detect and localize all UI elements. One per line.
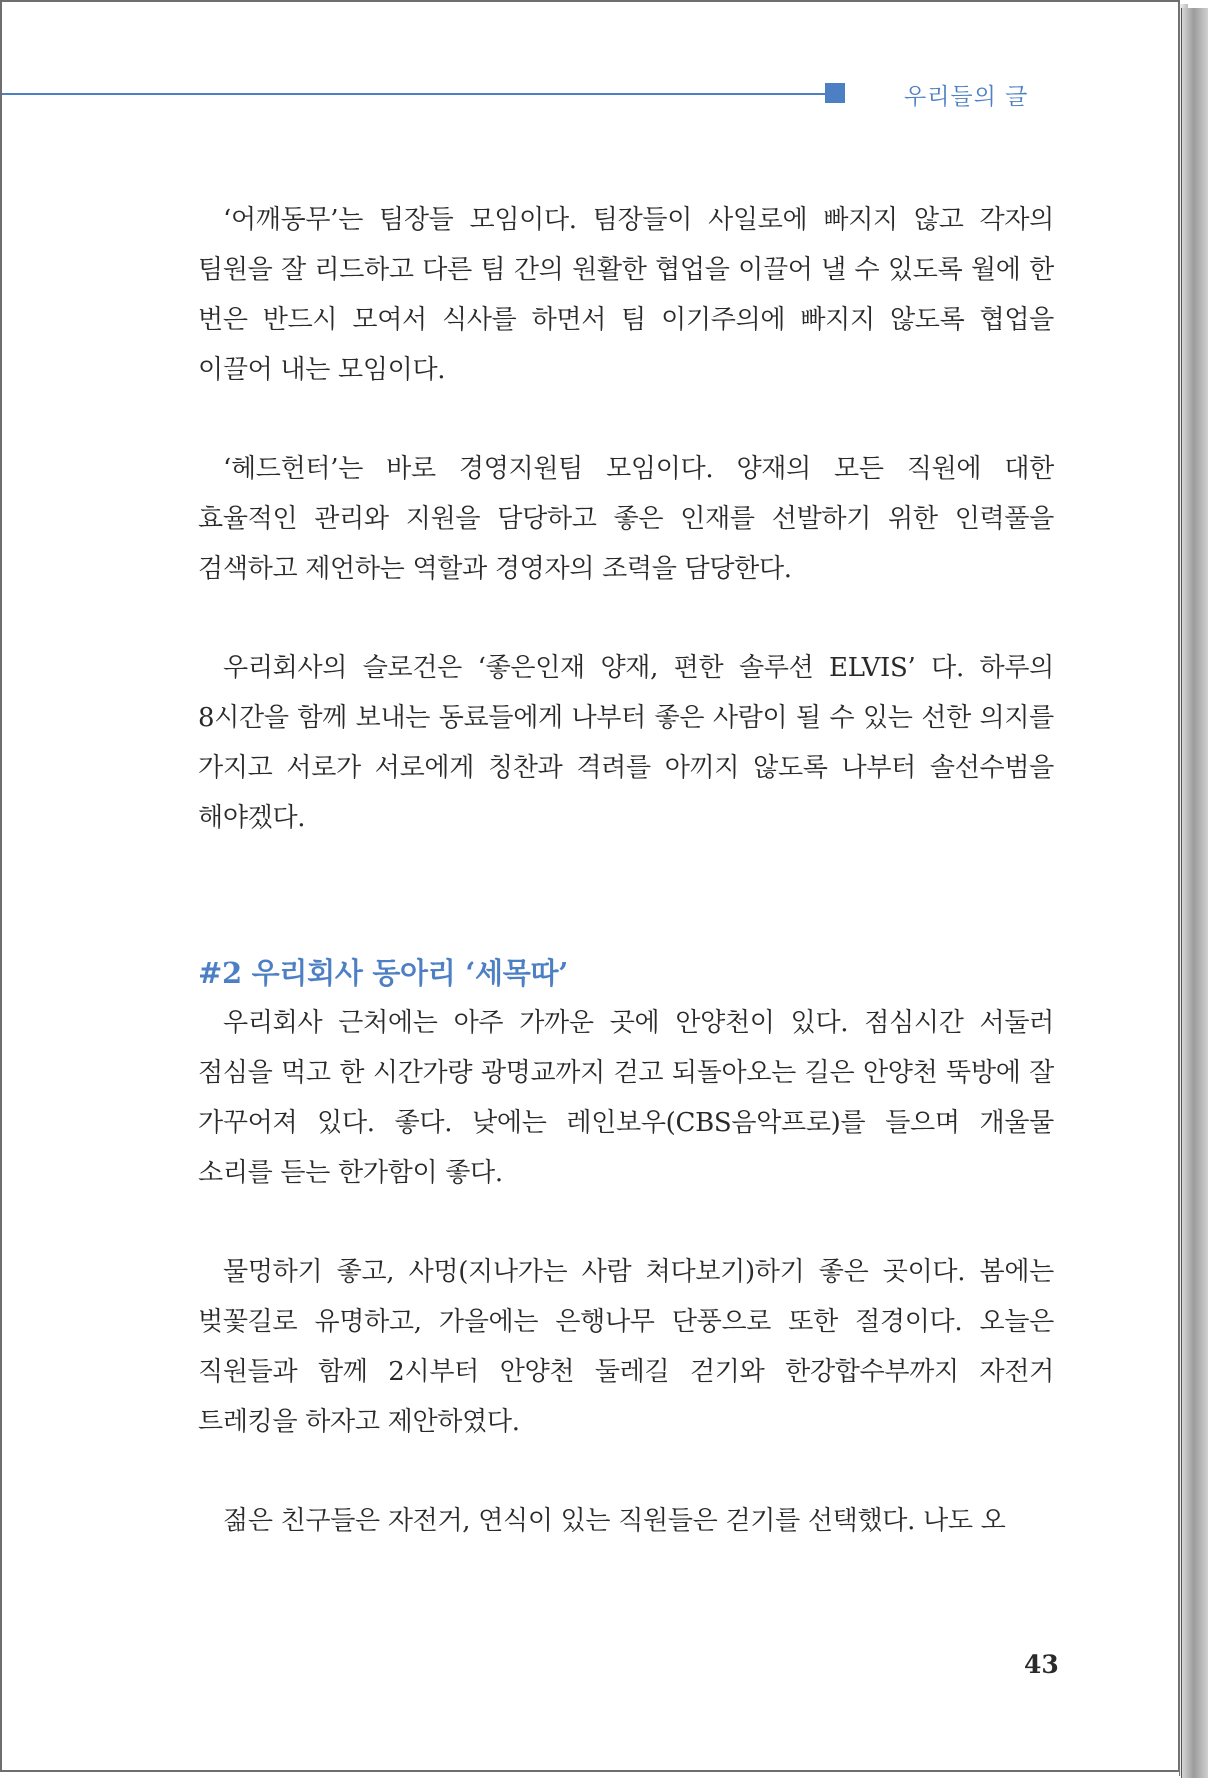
paragraph: 우리회사 근처에는 아주 가까운 곳에 안양천이 있다. 점심시간 서둘러 점심을 먹고 한 시간가량 광명교까지 걷고 되돌아오는 길은 안양천 뚝방에 잘 가꾸어져 있다. 좋다. 낮에는 레인보우(CBS음악프로)를 들으며 개울물 소리를 듣는 한가함이 좋다. [198, 1008, 1054, 1188]
header-rule [2, 93, 832, 95]
header-marker [825, 83, 845, 103]
paragraph: ‘어깨동무’는 팀장들 모임이다. 팀장들이 사일로에 빠지지 않고 각자의 팀원을 잘 리드하고 다른 팀 간의 원활한 협업을 이끌어 낼 수 있도록 월에 한 번은 반드시 모여서 식사를 하면서 팀 이기주의에 빠지지 않도록 협업을 이끌어 내는 모임이다. [198, 205, 1054, 385]
paragraph: ‘헤드헌터’는 바로 경영지원팀 모임이다. 양재의 모든 직원에 대한 효율적인 관리와 지원을 담당하고 좋은 인재를 선발하기 위한 인력풀을 검색하고 제언하는 역할과 경영자의 조력을 담당한다. [198, 454, 1054, 584]
paragraph: 우리회사의 슬로건은 ‘좋은인재 양재, 편한 솔루션 ELVIS’ 다. 하루의 8시간을 함께 보내는 동료들에게 나부터 좋은 사람이 될 수 있는 선한 의지를 가지고 서로가 서로에게 칭찬과 격려를 아끼지 않도록 나부터 솔선수범을 해야겠다. [198, 653, 1054, 833]
running-header: 우리들의 글 [904, 84, 1029, 110]
section-heading: #2 우리회사 동아리 ‘세목따’ [198, 956, 568, 990]
paragraph: 물멍하기 좋고, 사멍(지나가는 사람 쳐다보기)하기 좋은 곳이다. 봄에는 벚꽃길로 유명하고, 가을에는 은행나무 단풍으로 또한 절경이다. 오늘은 직원들과 함께 2시부터 안양천 둘레길 걷기와 한강합수부까지 자전거 트레킹을 하자고 제안하였다. [198, 1257, 1054, 1437]
book-spine-edge [1181, 8, 1208, 1778]
page-body [198, 195, 1054, 1546]
paragraph: 젊은 친구들은 자전거, 연식이 있는 직원들은 걷기를 선택했다. 나도 오 [223, 1506, 1006, 1536]
page-number: 43 [1024, 1650, 1059, 1679]
